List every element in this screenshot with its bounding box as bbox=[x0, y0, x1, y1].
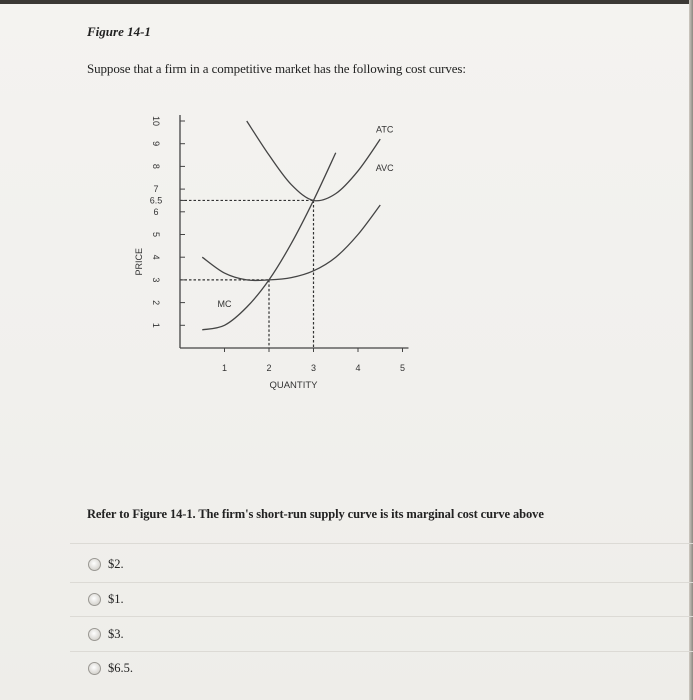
divider bbox=[70, 582, 693, 583]
monitor-bezel-top bbox=[0, 0, 693, 4]
radio-icon[interactable] bbox=[88, 662, 101, 675]
x-tick-label: 5 bbox=[399, 363, 406, 373]
monitor-bezel-right bbox=[689, 0, 693, 700]
option-1[interactable] bbox=[88, 592, 124, 607]
divider bbox=[70, 616, 693, 617]
y-tick-label: 7 bbox=[153, 184, 159, 195]
radio-icon[interactable] bbox=[88, 558, 101, 571]
y-tick-label: 4 bbox=[151, 254, 161, 260]
curve-label-atc: ATC bbox=[376, 124, 394, 135]
curve-label-mc: MC bbox=[217, 299, 232, 310]
option-label: $6.5. bbox=[108, 661, 133, 675]
divider bbox=[70, 543, 693, 544]
y-tick-label: 5 bbox=[151, 231, 161, 238]
option-3[interactable] bbox=[88, 627, 124, 642]
y-tick-label: 1 bbox=[151, 322, 161, 328]
y-axis-label: PRICE bbox=[134, 247, 144, 276]
x-tick-label: 4 bbox=[355, 363, 361, 373]
cost-curves-chart bbox=[120, 108, 420, 398]
y-tick-label: 10 bbox=[151, 115, 161, 127]
y-tick-label: 6.5 bbox=[149, 195, 163, 206]
option-label: $2. bbox=[108, 557, 124, 571]
figure-title: Figure 14-1 bbox=[87, 24, 151, 39]
y-tick-label: 8 bbox=[151, 163, 161, 169]
question-text: Refer to Figure 14-1. The firm's short-run supply curve is its marginal cost curve above bbox=[87, 507, 544, 521]
series-atc-line bbox=[247, 121, 381, 201]
option-label: $3. bbox=[108, 627, 124, 641]
radio-icon[interactable] bbox=[88, 628, 101, 641]
option-2[interactable] bbox=[88, 557, 124, 572]
divider bbox=[70, 651, 693, 652]
option-6-5[interactable] bbox=[88, 661, 133, 676]
radio-icon[interactable] bbox=[88, 593, 101, 606]
y-tick-label: 3 bbox=[151, 277, 161, 283]
curve-label-avc: AVC bbox=[375, 162, 394, 173]
x-tick-label: 3 bbox=[310, 363, 317, 373]
y-tick-label: 6 bbox=[153, 206, 159, 217]
x-axis-label: QUANTITY bbox=[269, 380, 318, 391]
x-tick-label: 1 bbox=[221, 363, 228, 373]
x-tick-label: 2 bbox=[266, 363, 272, 373]
y-tick-label: 9 bbox=[151, 141, 161, 147]
question-prompt: Suppose that a firm in a competitive market has the following cost curves: bbox=[87, 61, 466, 76]
option-label: $1. bbox=[108, 592, 124, 606]
y-tick-label: 2 bbox=[151, 300, 161, 306]
